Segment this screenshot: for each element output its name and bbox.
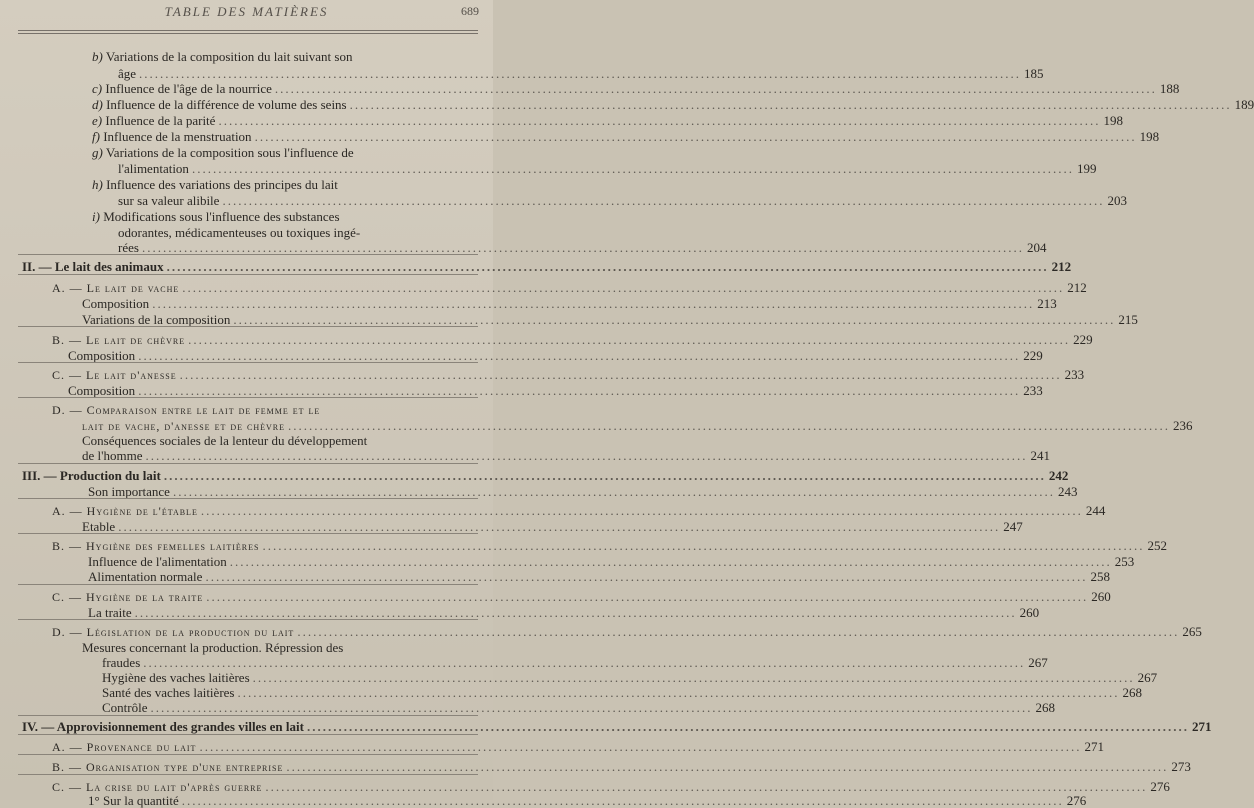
section-divider <box>18 498 478 499</box>
toc-section: II. — Le lait des animaux ..... 212 <box>22 260 475 274</box>
toc-entry: Etable ..... 247 <box>82 520 475 534</box>
section-divider <box>18 397 478 398</box>
toc-entry: h) Influence des variations des principes du lait <box>92 177 338 192</box>
toc-subsection: C. — Hygiène de la traite ..... 260 <box>52 590 475 604</box>
toc-entry: Composition ..... 233 <box>68 384 475 398</box>
running-title: TABLE DES MATIÈRES <box>164 4 329 19</box>
toc-entry: Composition ..... 213 <box>82 297 475 311</box>
toc-entry-cont: de l'homme ..... 241 <box>82 449 475 463</box>
section-divider <box>18 715 478 716</box>
section-divider <box>18 254 478 255</box>
toc-section: IV. — Approvisionnement des grandes villes en lait ..... 271 <box>22 720 475 734</box>
section-divider <box>18 533 478 534</box>
toc-entry: La traite ..... 260 <box>88 606 475 620</box>
toc-entry: Alimentation normale ..... 258 <box>88 570 475 584</box>
toc-subsection: A. — Le lait de vache ..... 212 <box>52 281 475 295</box>
toc-subsection: A. — Provenance du lait ..... 271 <box>52 740 475 754</box>
section-divider <box>18 584 478 585</box>
toc-entry: Hygiène des vaches laitières ..... 267 <box>102 671 475 685</box>
toc-subsection: A. — Hygiène de l'étable ..... 244 <box>52 504 475 518</box>
toc-subsection: B. — Le lait de chèvre ..... 229 <box>52 333 475 347</box>
toc-entry-cont: fraudes ..... 267 <box>102 656 475 670</box>
section-divider <box>18 774 478 775</box>
section-divider <box>18 326 478 327</box>
toc-subsection: C. — La crise du lait d'après guerre ..... 276 <box>52 780 475 794</box>
toc-entry: Son importance ..... 243 <box>88 485 475 499</box>
page-number: 689 <box>461 4 479 18</box>
toc-entry-cont: odorantes, médicamenteuses ou toxiques ingé- <box>118 225 361 240</box>
toc-entry: Santé des vaches laitières ..... 268 <box>102 686 475 700</box>
toc-entry: 1° Sur la quantité ..... 276 <box>88 794 475 808</box>
toc-entry: Conséquences sociales de la lenteur du développement <box>82 433 368 448</box>
section-divider <box>18 362 478 363</box>
running-header <box>0 4 493 24</box>
toc-entry-cont: l'alimentation ..... 199 <box>118 162 475 176</box>
toc-entry: c) Influence de l'âge de la nourrice ..... 188 <box>92 82 475 96</box>
toc-entry-cont: sur sa valeur alibile ..... 203 <box>118 194 475 208</box>
toc-entry: i) Modifications sous l'influence des substances <box>92 209 340 224</box>
toc-entry-cont: âge ..... 185 <box>118 67 475 81</box>
toc-subsection-cont: lait de vache, d'anesse et de chèvre ..... 236 <box>82 419 475 433</box>
toc-entry: e) Influence de la parité ..... 198 <box>92 114 475 128</box>
toc-subsection: B. — Hygiène des femelles laitières ..... 252 <box>52 539 475 553</box>
header-rule <box>18 30 478 34</box>
toc-section: III. — Production du lait ..... 242 <box>22 469 475 483</box>
section-divider <box>18 274 478 275</box>
section-divider <box>18 754 478 755</box>
toc-entry: d) Influence de la différence de volume des seins ..... 189 <box>92 98 475 112</box>
section-divider <box>18 619 478 620</box>
toc-entry: Mesures concernant la production. Répression des <box>82 640 344 655</box>
section-divider <box>18 463 478 464</box>
toc-entry: Contrôle ..... 268 <box>102 701 475 715</box>
toc-entry: b) Variations de la composition du lait suivant son <box>92 49 353 64</box>
toc-entry: Variations de la composition ..... 215 <box>82 313 475 327</box>
toc-subsection: D. — Législation de la production du lait ..... 265 <box>52 625 475 639</box>
toc-entry: Composition ..... 229 <box>68 349 475 363</box>
toc-subsection: B. — Organisation type d'une entreprise ..... 273 <box>52 760 475 774</box>
section-divider <box>18 734 478 735</box>
toc-subsection: C. — Le lait d'anesse ..... 233 <box>52 368 475 382</box>
toc-entry-cont: rées ..... 204 <box>118 241 475 255</box>
toc-subsection: D. — Comparaison entre le lait de femme et le <box>52 403 321 417</box>
toc-entry: f) Influence de la menstruation ..... 198 <box>92 130 475 144</box>
toc-entry: g) Variations de la composition sous l'influence de <box>92 145 354 160</box>
toc-entry: Influence de l'alimentation ..... 253 <box>88 555 475 569</box>
